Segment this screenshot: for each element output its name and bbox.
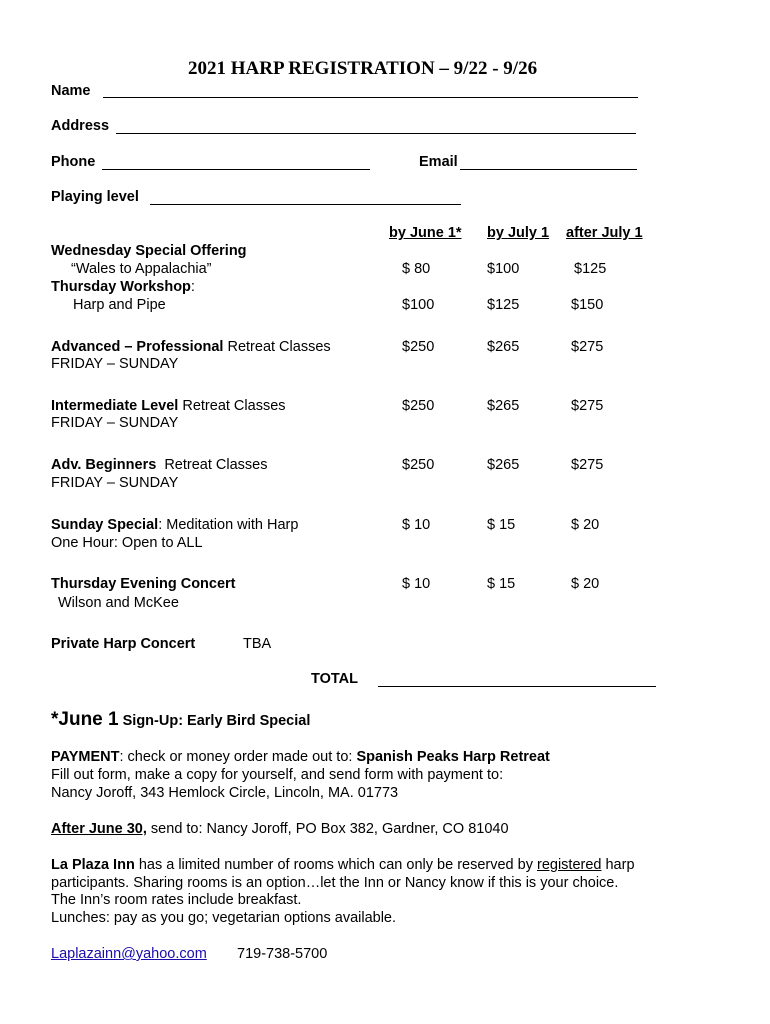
payment-instructions: Fill out form, make a copy for yourself, and send form with payment to: xyxy=(51,767,504,783)
early-bird-note: *June 1 Sign-Up: Early Bird Special xyxy=(51,709,311,730)
email-field[interactable] xyxy=(460,169,637,170)
item-label: Advanced – Professional Retreat Classes xyxy=(51,339,331,355)
price-cell: $125 xyxy=(574,261,607,277)
price-cell: $250 xyxy=(402,398,435,414)
private-concert-value: TBA xyxy=(243,636,272,652)
price-cell: $250 xyxy=(402,457,435,473)
playing-level-label: Playing level xyxy=(51,189,139,205)
price-cell: $ 10 xyxy=(402,576,431,592)
price-cell: $250 xyxy=(402,339,435,355)
after-june-line: After June 30, send to: Nancy Joroff, PO Box 382, Gardner, CO 81040 xyxy=(51,821,509,837)
item-sub: Wilson and McKee xyxy=(58,595,179,611)
inn-text: Lunches: pay as you go; vegetarian options available. xyxy=(51,910,397,926)
email-link[interactable]: Laplazainn@yahoo.com xyxy=(51,946,207,962)
column-header: after July 1 xyxy=(566,225,643,241)
item-label: Sunday Special: Meditation with Harp xyxy=(51,517,299,533)
address-label: Address xyxy=(51,118,110,134)
item-sub: “Wales to Appalachia” xyxy=(71,261,212,277)
name-field[interactable] xyxy=(103,97,638,98)
item-sub: Harp and Pipe xyxy=(73,297,166,313)
price-cell: $275 xyxy=(571,339,604,355)
name-label: Name xyxy=(51,83,91,99)
price-cell: $ 10 xyxy=(402,517,431,533)
total-field[interactable] xyxy=(378,686,656,687)
price-cell: $ 80 xyxy=(402,261,431,277)
item-sub: FRIDAY – SUNDAY xyxy=(51,475,179,491)
price-cell: $ 20 xyxy=(571,517,600,533)
price-cell: $275 xyxy=(571,457,604,473)
price-cell: $100 xyxy=(402,297,435,313)
item-sub: One Hour: Open to ALL xyxy=(51,535,203,551)
item-label: Intermediate Level Retreat Classes xyxy=(51,398,286,414)
item-label: Adv. Beginners Retreat Classes xyxy=(51,457,268,473)
price-cell: $150 xyxy=(571,297,604,313)
price-cell: $ 15 xyxy=(487,517,516,533)
playing-level-field[interactable] xyxy=(150,204,461,205)
price-cell: $275 xyxy=(571,398,604,414)
column-header: by July 1 xyxy=(487,225,550,241)
price-cell: $265 xyxy=(487,457,520,473)
total-label: TOTAL xyxy=(311,671,358,687)
price-cell: $265 xyxy=(487,398,520,414)
price-cell: $ 15 xyxy=(487,576,516,592)
price-cell: $100 xyxy=(487,261,520,277)
item-sub: FRIDAY – SUNDAY xyxy=(51,415,179,431)
item-label: Wednesday Special Offering xyxy=(51,243,247,259)
item-label: Thursday Workshop: xyxy=(51,279,195,295)
inn-line: La Plaza Inn has a limited number of rooms which can only be reserved by registered harp xyxy=(51,857,635,873)
payment-line: PAYMENT: check or money order made out to: Spanish Peaks Harp Retreat xyxy=(51,749,550,765)
column-header: by June 1* xyxy=(389,225,462,241)
price-cell: $ 20 xyxy=(571,576,600,592)
inn-text: participants. Sharing rooms is an option…let the Inn or Nancy know if this is your choice. xyxy=(51,875,619,891)
email-label: Email xyxy=(419,154,458,170)
price-cell: $265 xyxy=(487,339,520,355)
address-field[interactable] xyxy=(116,133,636,134)
price-cell: $125 xyxy=(487,297,520,313)
payment-address: Nancy Joroff, 343 Hemlock Circle, Lincoln, MA. 01773 xyxy=(51,785,399,801)
private-concert-label: Private Harp Concert xyxy=(51,636,196,652)
phone-label: Phone xyxy=(51,154,96,170)
phone-number: 719-738-5700 xyxy=(237,946,328,962)
item-sub: FRIDAY – SUNDAY xyxy=(51,356,179,372)
item-label: Thursday Evening Concert xyxy=(51,576,236,592)
inn-text: The Inn’s room rates include breakfast. xyxy=(51,892,302,908)
phone-field[interactable] xyxy=(102,169,370,170)
page-title: 2021 HARP REGISTRATION – 9/22 - 9/26 xyxy=(188,58,538,79)
